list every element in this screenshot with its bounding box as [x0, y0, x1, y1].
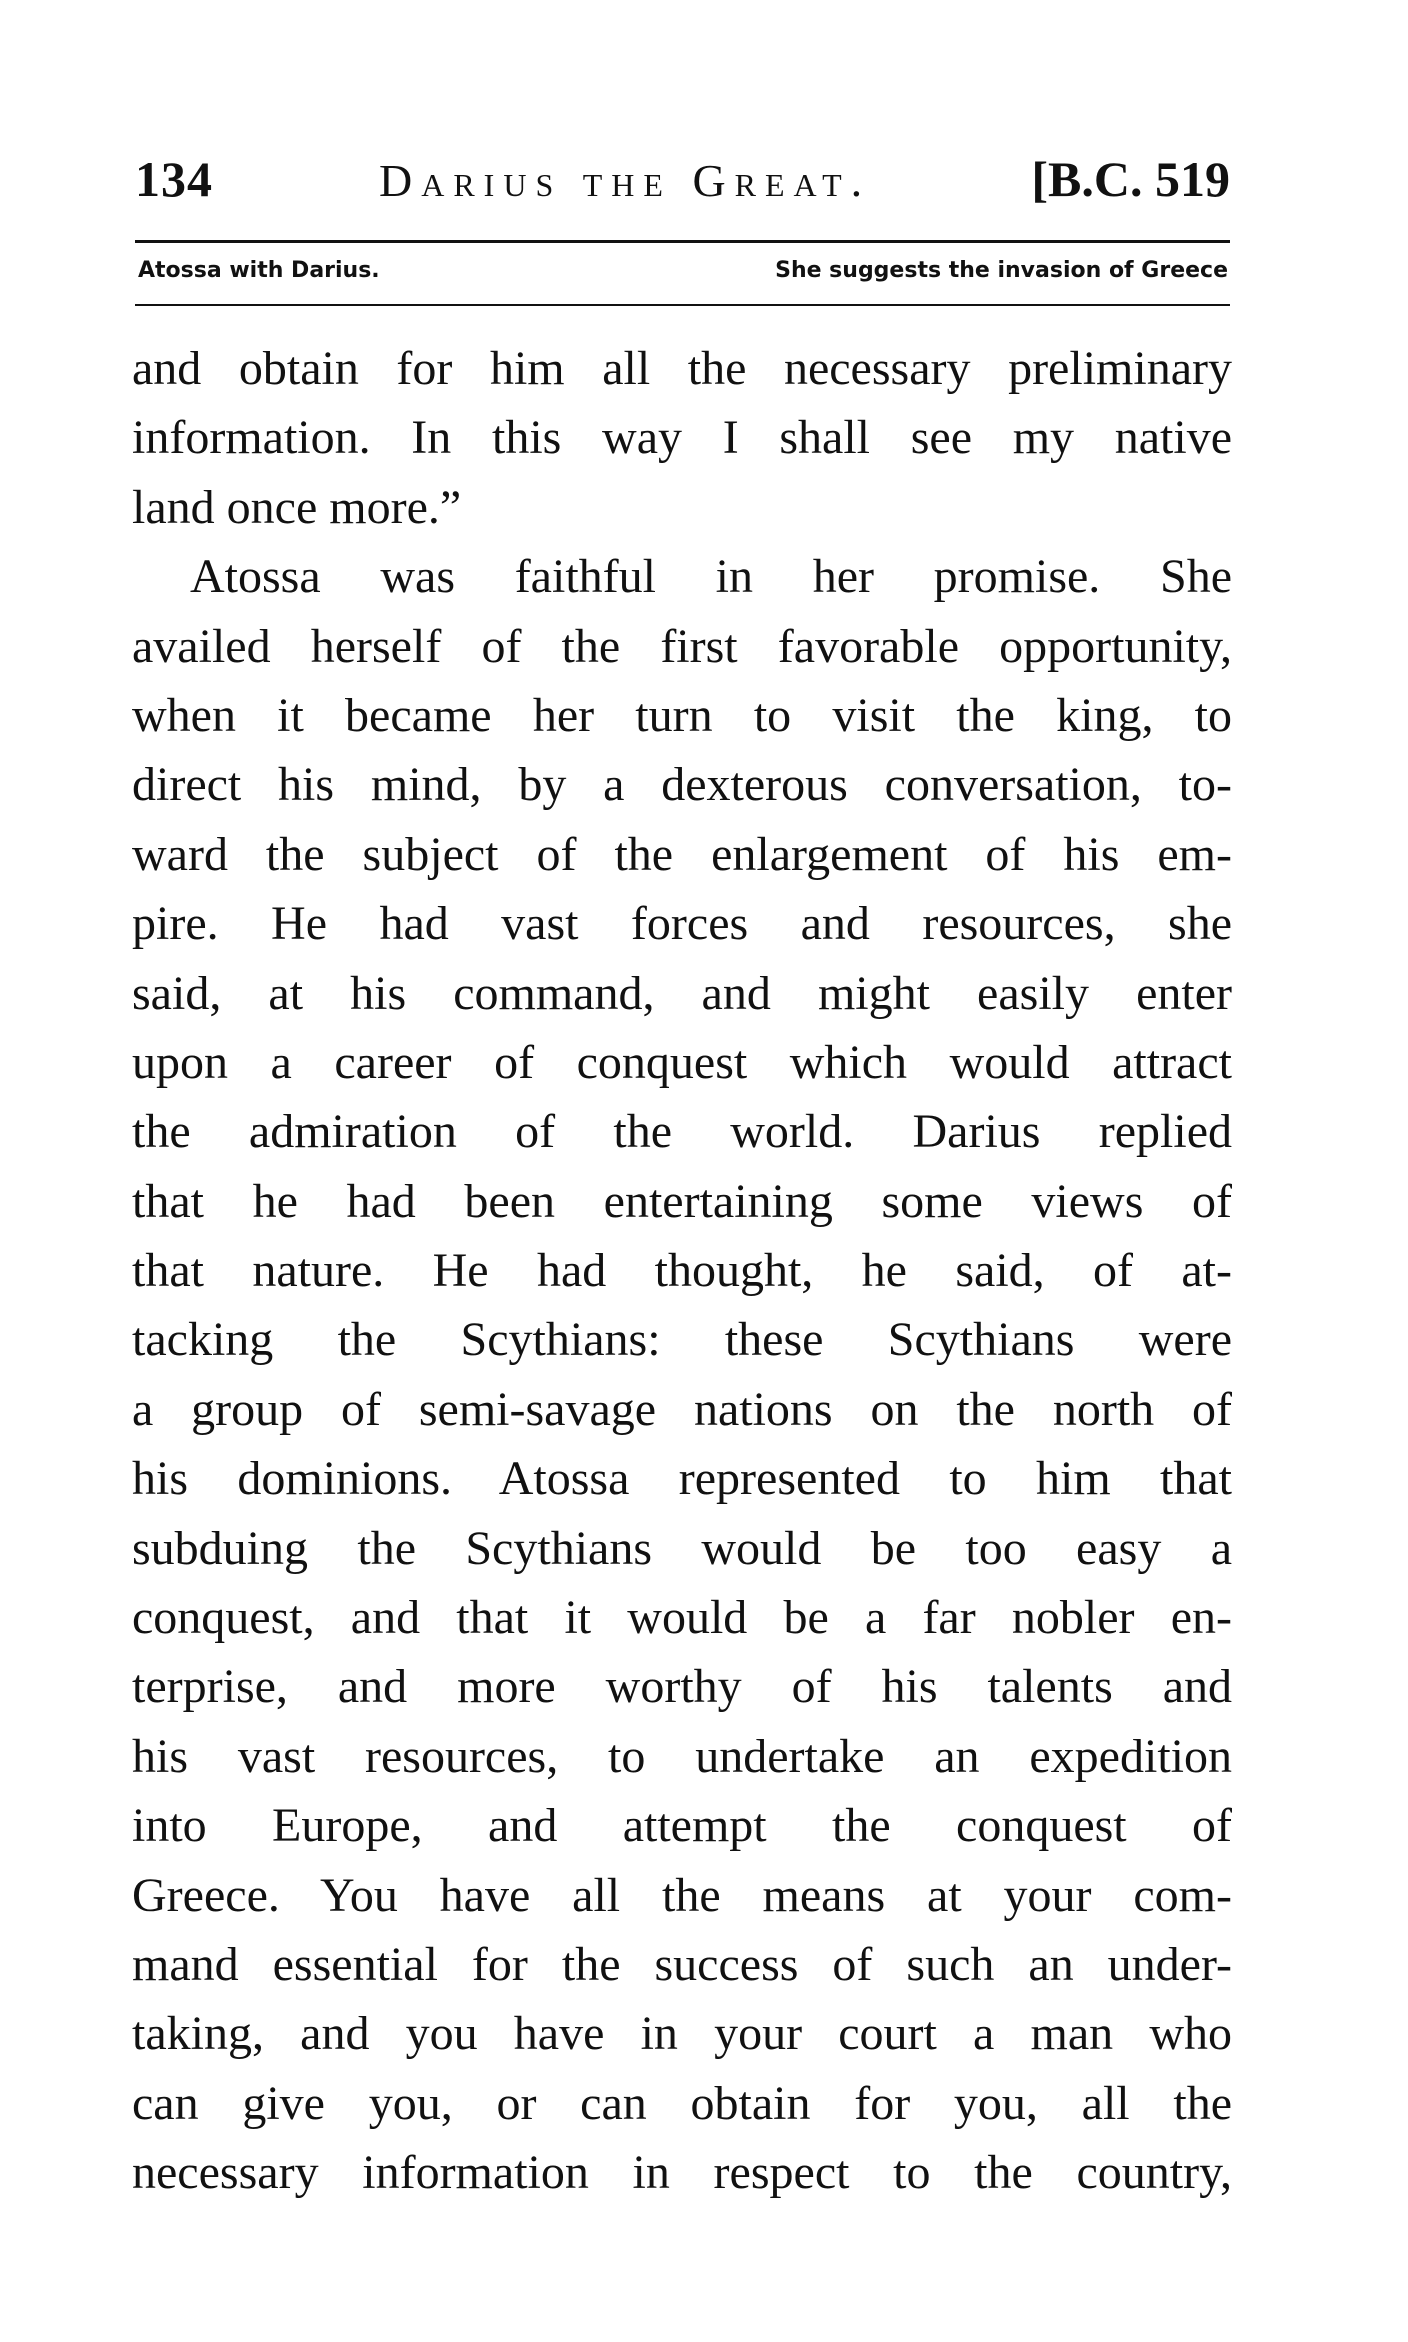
- text-line: tacking the Scythians: these Scythians were: [132, 1313, 1232, 1367]
- text-line: mand essential for the success of such an under-: [132, 1937, 1232, 1991]
- header-rule-top: [135, 240, 1230, 243]
- text-line: land once more.”: [132, 480, 462, 534]
- text-line: pire. He had vast forces and resources, she: [132, 897, 1232, 951]
- text-line: information. In this way I shall see my native: [132, 411, 1232, 465]
- text-line: Greece. You have all the means at your com-: [132, 1868, 1232, 1922]
- text-line: said, at his command, and might easily enter: [132, 966, 1232, 1020]
- shoulder-note-right: She suggests the invasion of Greece: [775, 258, 1228, 283]
- text-line: and obtain for him all the necessary preliminary: [132, 342, 1232, 395]
- body-text: [132, 334, 1232, 2208]
- running-title: Darius the Great.: [379, 155, 872, 206]
- text-line: availed herself of the first favorable opportunity,: [132, 619, 1232, 673]
- text-line: a group of semi-savage nations on the north of: [132, 1382, 1232, 1436]
- shoulder-notes: [138, 258, 1228, 292]
- text-line: taking, and you have in your court a man who: [132, 2007, 1232, 2061]
- running-head: [135, 150, 1230, 220]
- text-line: into Europe, and attempt the conquest of: [132, 1799, 1232, 1853]
- text-line: his dominions. Atossa represented to him that: [132, 1452, 1232, 1506]
- date-reference: [B.C. 519: [1031, 151, 1230, 207]
- text-line: that he had been entertaining some views of: [132, 1174, 1232, 1228]
- text-line: necessary information in respect to the country,: [132, 2146, 1232, 2200]
- text-line: that nature. He had thought, he said, of at-: [132, 1244, 1232, 1298]
- shoulder-note-left: Atossa with Darius.: [138, 258, 380, 283]
- text-line: direct his mind, by a dexterous conversation, to-: [132, 758, 1232, 812]
- text-line: subduing the Scythians would be too easy a: [132, 1521, 1232, 1575]
- header-rule-bottom: [135, 304, 1230, 306]
- page-number: 134: [135, 151, 213, 207]
- text-line: conquest, and that it would be a far nobler en-: [132, 1591, 1232, 1645]
- text-line: ward the subject of the enlargement of his em-: [132, 827, 1232, 881]
- text-line: can give you, or can obtain for you, all the: [132, 2076, 1232, 2130]
- text-line: upon a career of conquest which would attract: [132, 1035, 1232, 1089]
- text-line: Atossa was faithful in her promise. She: [190, 550, 1232, 604]
- text-line: when it became her turn to visit the king, to: [132, 688, 1232, 742]
- text-line: the admiration of the world. Darius replied: [132, 1105, 1232, 1159]
- text-line: his vast resources, to undertake an expedition: [132, 1729, 1232, 1783]
- text-line: terprise, and more worthy of his talents and: [132, 1660, 1232, 1714]
